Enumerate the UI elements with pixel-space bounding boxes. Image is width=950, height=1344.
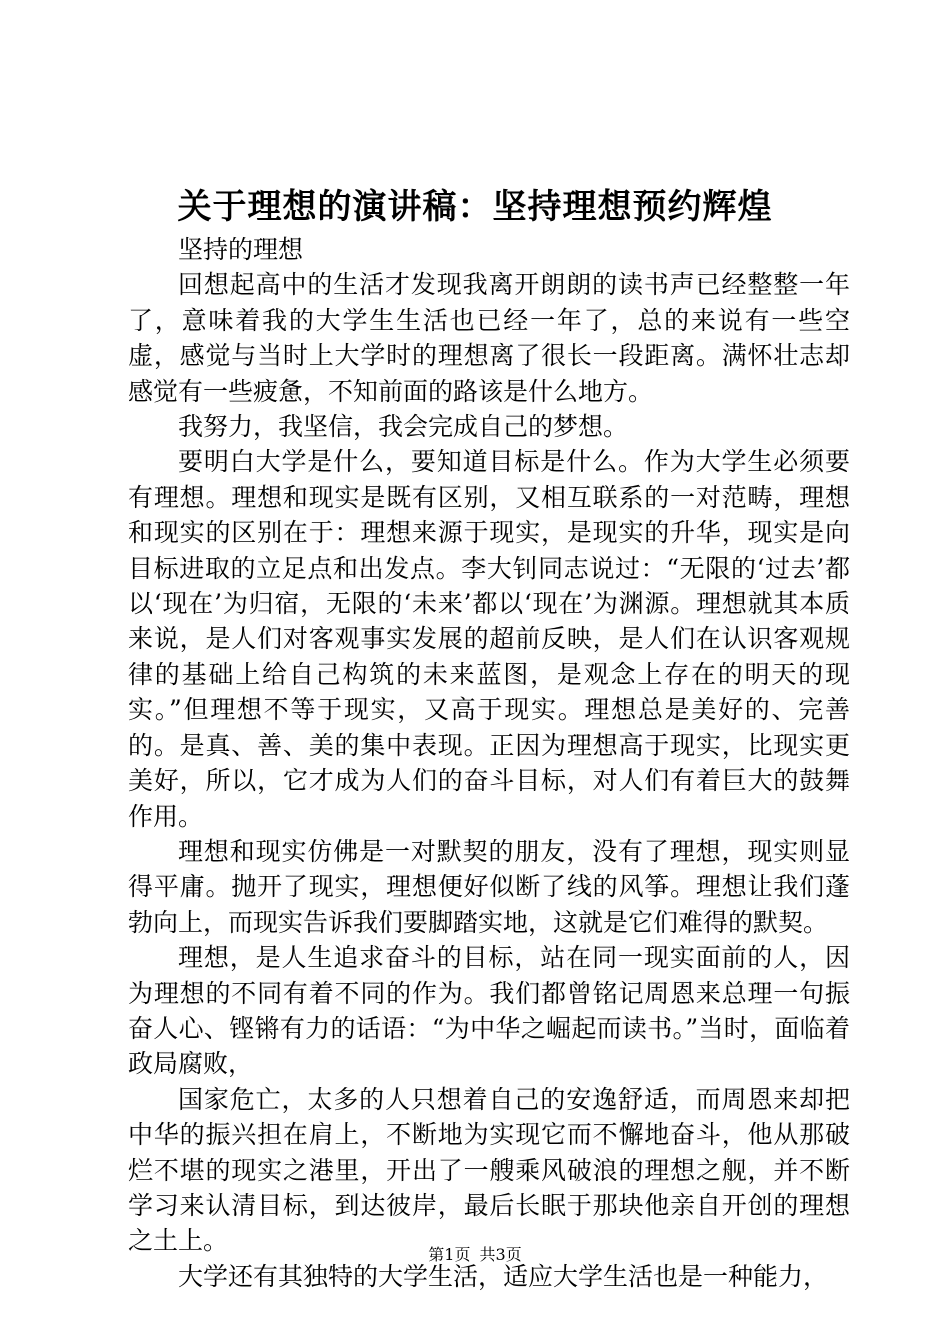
document-title: 关于理想的演讲稿：坚持理想预约辉煌	[177, 187, 773, 227]
document-body	[128, 232, 850, 1294]
page-footer	[0, 1244, 950, 1266]
paragraph: 要明白大学是什么，要知道目标是什么。作为大学生必须要有理想。理想和现实是既有区别，又相互联系的一对范畴，理想和现实的区别在于：理想来源于现实，是现实的升华，现实是向目标进取的立足点和出发点。李大钊同志说过：“无限的‘过去’都以‘现在’为归宿，无限的‘未来’都以‘现在’为渊源。理想就其本质来说，是人们对客观事实发展的超前反映，是人们在认识客观规律的基础上给自己构筑的未来蓝图，是观念上存在的明天的现实。”但理想不等于现实，又高于现实。理想总是美好的、完善的。是真、善、美的集中表现。正因为理想高于现实，比现实更美好，所以，它才成为人们的奋斗目标，对人们有着巨大的鼓舞作用。	[128, 447, 850, 831]
page-number: 第1页	[428, 1245, 471, 1264]
paragraph: 理想和现实仿佛是一对默契的朋友，没有了理想，现实则显得平庸。抛开了现实，理想便好似断了线的风筝。理想让我们蓬勃向上，而现实告诉我们要脚踏实地，这就是它们难得的默契。	[128, 836, 850, 937]
page-total: 共3页	[479, 1245, 522, 1264]
paragraph: 坚持的理想	[178, 235, 304, 264]
paragraph: 大学还有其独特的大学生活，适应大学生活也是一种能力，	[178, 1261, 829, 1291]
paragraph: 回想起高中的生活才发现我离开朗朗的读书声已经整整一年了，意味着我的大学生生活也已经一年了，总的来说有一些空虚，感觉与当时上大学时的理想离了很长一段距离。满怀壮志却感觉有一些疲惫，不知前面的路该是什么地方。	[128, 270, 850, 406]
paragraph: 国家危亡，太多的人只想着自己的安逸舒适，而周恩来却把中华的振兴担在肩上，不断地为实现它而不懈地奋斗，他从那破烂不堪的现实之港里，开出了一艘乘风破浪的理想之舰，并不断学习来认清目标，到达彼岸，最后长眠于那块他亲自开创的理想之土上。	[128, 1084, 850, 1256]
paragraph: 我努力，我坚信，我会完成自己的梦想。	[178, 412, 629, 442]
paragraph: 理想，是人生追求奋斗的目标，站在同一现实面前的人，因为理想的不同有着不同的作为。我们都曾铭记周恩来总理一句振奋人心、铿锵有力的话语：“为中华之崛起而读书。”当时，面临着政局腐败，	[128, 943, 850, 1079]
